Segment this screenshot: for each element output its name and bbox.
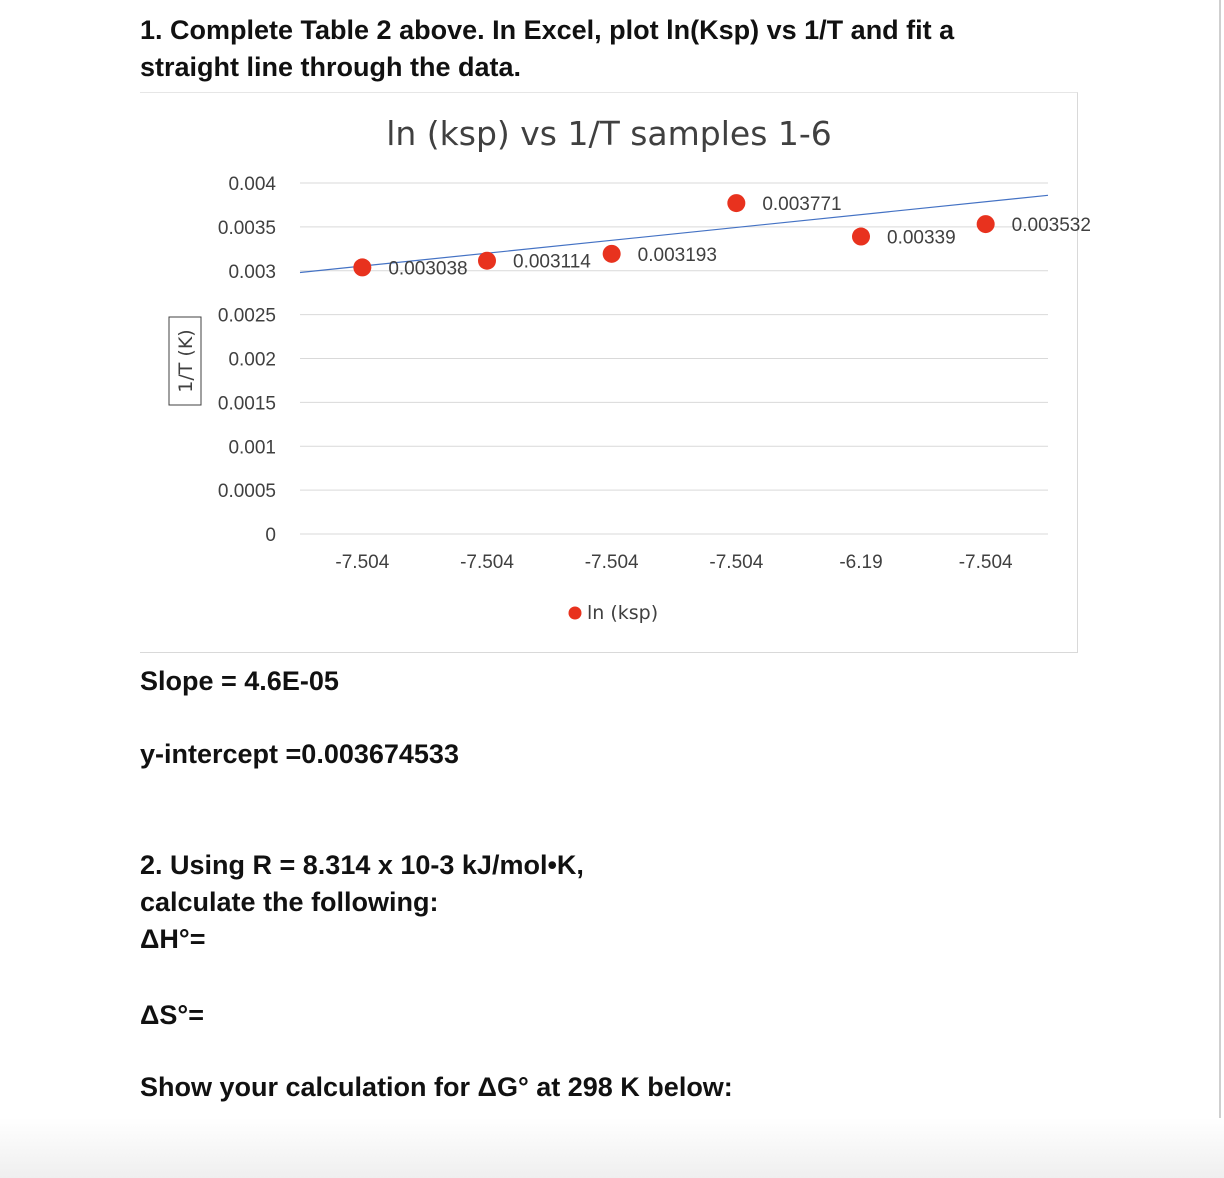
x-tick-label: -7.504	[460, 552, 514, 573]
x-tick-label: -7.504	[584, 552, 639, 573]
data-point	[852, 228, 870, 246]
scatter-chart	[140, 93, 1091, 654]
question-1-line-2: straight line through the data.	[140, 52, 522, 82]
data-point	[727, 194, 745, 212]
page-edge-divider	[1219, 0, 1221, 1178]
data-label: 0.00339	[887, 227, 956, 249]
y-tick-label: 0	[265, 525, 276, 546]
page-bottom-shadow	[0, 1118, 1224, 1178]
question-2-line-2: calculate the following:	[140, 887, 439, 917]
y-axis-title: 1/T (K)	[175, 329, 197, 393]
data-label: 0.003193	[637, 244, 717, 266]
question-1-line-1: 1. Complete Table 2 above. In Excel, plot ln(Ksp) vs 1/T and fit a	[140, 15, 955, 45]
question-3-text: Show your calculation for ΔG° at 298 K below:	[140, 1072, 733, 1102]
data-label: 0.003771	[762, 194, 842, 216]
data-label: 0.003114	[513, 251, 591, 273]
y-intercept-result: y-intercept =0.003674533	[140, 739, 459, 769]
delta-s-label: ΔS°=	[140, 1000, 204, 1030]
data-label: 0.003038	[388, 258, 468, 280]
y-tick-label: 0.0025	[217, 305, 276, 327]
legend-marker	[569, 607, 582, 620]
x-tick-label: -7.504	[709, 552, 764, 573]
x-tick-label: -6.19	[839, 552, 883, 573]
y-tick-label: 0.003	[228, 261, 276, 283]
x-tick-label: -7.504	[335, 552, 390, 573]
x-tick-label: -7.504	[958, 552, 1013, 573]
slope-result: Slope = 4.6E-05	[140, 666, 339, 696]
question-2-line-1: 2. Using R = 8.314 x 10-3 kJ/mol•K,	[140, 850, 584, 880]
data-point	[353, 258, 371, 276]
chart-title: ln (ksp) vs 1/T samples 1-6	[386, 114, 832, 153]
y-tick-label: 0.001	[228, 437, 276, 459]
y-tick-label: 0.0005	[217, 481, 276, 503]
data-point	[977, 215, 995, 233]
y-tick-label: 0.0035	[217, 217, 276, 239]
y-tick-label: 0.004	[228, 174, 276, 195]
data-point	[603, 245, 621, 263]
data-point	[478, 252, 496, 270]
legend-label: ln (ksp)	[587, 602, 659, 624]
y-tick-label: 0.0015	[217, 393, 276, 415]
chart-container	[140, 92, 1091, 653]
y-tick-label: 0.002	[228, 349, 276, 371]
data-label: 0.003532	[1011, 215, 1091, 237]
delta-h-label: ΔH°=	[140, 924, 206, 954]
